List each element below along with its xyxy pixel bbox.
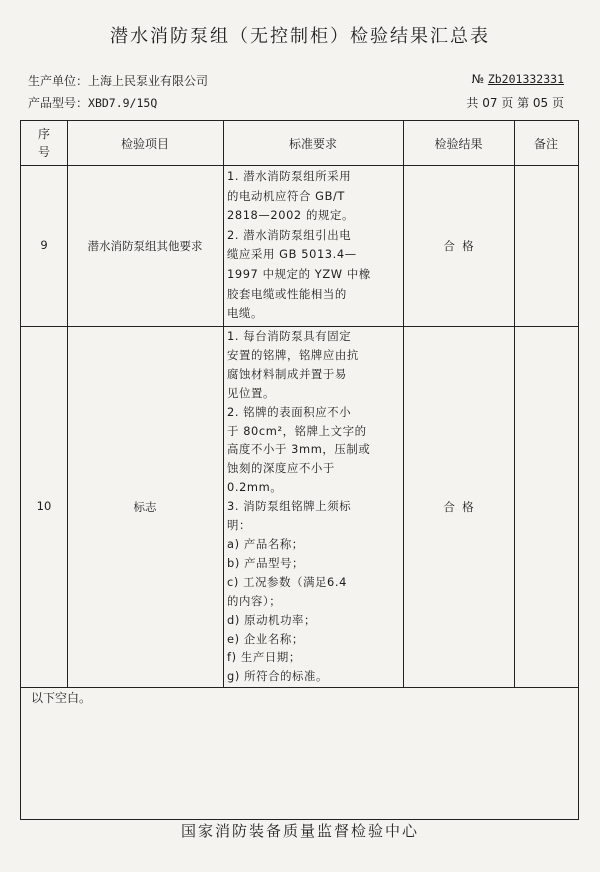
header-seq: 序 号 (37, 127, 50, 159)
document-title: 潜水消防泵组（无控制柜）检验结果汇总表 (110, 26, 490, 47)
model-line (28, 94, 157, 111)
col-divider-3 (403, 121, 404, 687)
producer-label: 生产单位： (28, 74, 89, 88)
row-9-result: 合 格 (443, 239, 474, 253)
header-divider (21, 165, 578, 166)
row-10-seq: 10 (36, 499, 52, 513)
producer-value: 上海上民泵业有限公司 (88, 74, 209, 88)
results-table (20, 120, 579, 820)
col-divider-1 (67, 121, 68, 687)
row-9-seq: 9 (40, 238, 48, 252)
header-result: 检验结果 (434, 137, 483, 151)
number-label: № (471, 72, 484, 86)
report-number (472, 72, 564, 86)
model-label: 产品型号： (28, 96, 89, 110)
col-divider-4 (514, 121, 515, 687)
row-10-result: 合 格 (443, 500, 474, 514)
blank-note: 以下空白。 (31, 691, 92, 705)
page-count: 共 07 页 第 05 页 (466, 96, 564, 110)
header-remark: 备注 (533, 137, 558, 151)
row-10-item: 标志 (133, 500, 157, 514)
row-10-standard: 1. 每台消防泵具有固定 安置的铭牌，铭牌应由抗 腐蚀材料制成并置于易 见位置。 2. 铭牌的表面积应不小 于 80cm²，铭牌上文字的 高度不小于 3mm，压制或 蚀刻的深度应不小于 0.2mm。 3. 消防泵组铭牌上须标 明： a) 产品名称； b) 产品型号； c) 工况参数（满足6.4 的内容）； d) 原动机功率； e) 企业名称； f) 生产日期； g) 所符合的标准。 (227, 329, 371, 684)
row-divider-2 (21, 687, 578, 688)
header-item: 检验项目 (120, 137, 169, 151)
model-value: XBD7.9/15Q (88, 96, 158, 110)
header-standard: 标准要求 (288, 137, 337, 151)
row-9-item: 潜水消防泵组其他要求 (87, 239, 203, 253)
col-divider-2 (223, 121, 224, 687)
number-value: Zb201332331 (487, 72, 564, 86)
row-9-standard: 1. 潜水消防泵组所采用 的电动机应符合 GB/T 2818—2002 的规定。 2. 潜水消防泵组引出电 缆应采用 GB 5013.4— 1997 中规定的 YZW 中橡 胶套电缆或性能相当的 电缆。 (227, 169, 371, 321)
issuer-footer: 国家消防装备质量监督检验中心 (180, 822, 419, 840)
producer-line (28, 72, 208, 89)
